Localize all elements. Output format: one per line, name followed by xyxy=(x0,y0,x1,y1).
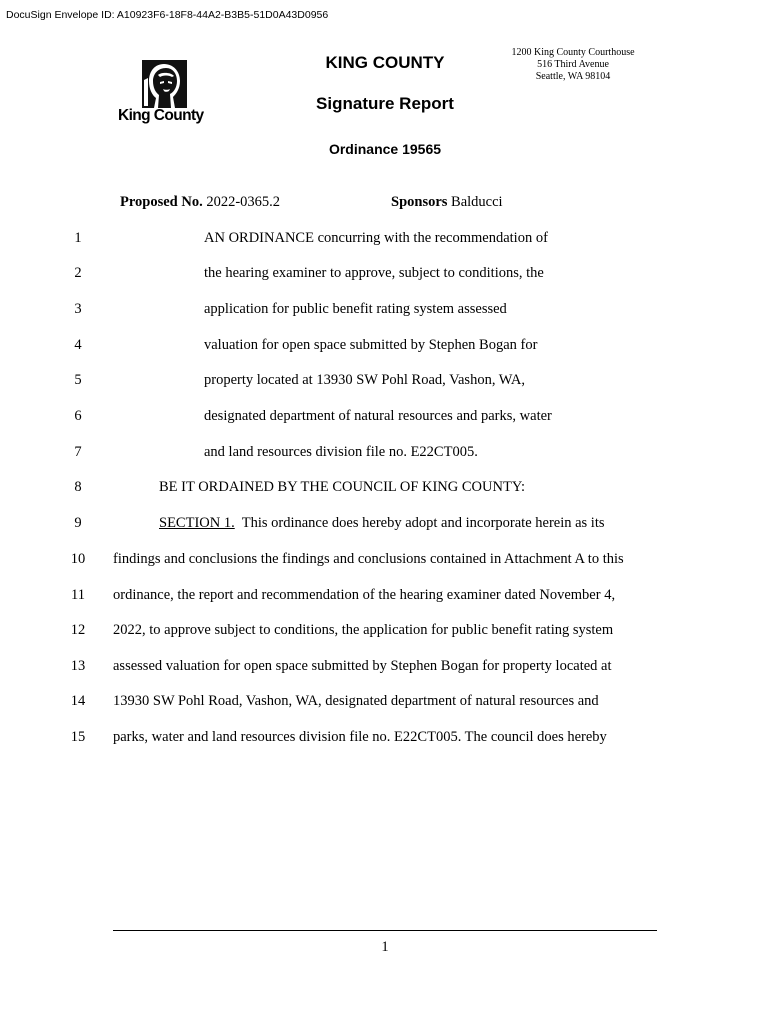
address-line-3: Seattle, WA 98104 xyxy=(535,71,611,82)
ordinance-line: assessed valuation for open space submitted by Stephen Bogan for property located at xyxy=(113,658,612,674)
ordinance-line: findings and conclusions the findings and conclusions contained in Attachment A to this xyxy=(113,551,624,567)
king-county-logo-text: King County xyxy=(118,107,204,124)
ordinance-line: property located at 13930 SW Pohl Road, Vashon, WA, xyxy=(204,372,525,388)
report-title: Signature Report xyxy=(316,94,454,113)
sponsors xyxy=(391,194,503,211)
section-text: This ordinance does hereby adopt and incorporate herein as its xyxy=(241,515,605,531)
line-number: 7 xyxy=(74,444,82,460)
proposed-number-label: Proposed No. xyxy=(120,194,203,210)
proposed-number-value: 2022-0365.2 xyxy=(206,194,281,210)
courthouse-address xyxy=(507,47,639,83)
ordinance-line: and land resources division file no. E22CT005. xyxy=(204,444,478,460)
ordinance-line: ordinance, the report and recommendation of the hearing examiner dated November 4, xyxy=(113,587,616,603)
line-number: 15 xyxy=(70,729,86,745)
ordinance-line: valuation for open space submitted by Stephen Bogan for xyxy=(204,337,538,353)
king-county-logo xyxy=(118,58,218,130)
line-number: 14 xyxy=(70,693,86,709)
line-number: 9 xyxy=(74,515,82,531)
address-line-1: 1200 King County Courthouse xyxy=(511,47,635,58)
line-number: 10 xyxy=(70,551,86,567)
sponsors-label: Sponsors xyxy=(391,194,448,210)
line-number: 6 xyxy=(74,408,82,424)
ordinance-line: parks, water and land resources division file no. E22CT005. The council does hereby xyxy=(113,729,607,745)
sponsors-value: Balducci xyxy=(451,194,503,210)
ordinance-number: Ordinance 19565 xyxy=(328,141,442,157)
enacting-clause: BE IT ORDAINED BY THE COUNCIL OF KING COUNTY: xyxy=(159,479,525,495)
king-county-logo-icon xyxy=(142,60,187,108)
section-1-line xyxy=(159,515,605,532)
proposed-number xyxy=(120,194,280,211)
line-number: 8 xyxy=(74,479,82,495)
docusign-envelope-id: DocuSign Envelope ID: A10923F6-18F8-44A2-B3B5-51D0A43D0956 xyxy=(6,9,329,21)
county-title: KING COUNTY xyxy=(325,53,445,72)
ordinance-line: 13930 SW Pohl Road, Vashon, WA, designated department of natural resources and xyxy=(113,693,599,709)
ordinance-line: AN ORDINANCE concurring with the recommendation of xyxy=(204,230,548,246)
line-number: 4 xyxy=(74,337,82,353)
ordinance-line: 2022, to approve subject to conditions, the application for public benefit rating system xyxy=(113,622,614,638)
ordinance-line: designated department of natural resources and parks, water xyxy=(204,408,552,424)
footer-divider xyxy=(113,930,657,931)
ordinance-line: the hearing examiner to approve, subject to conditions, the xyxy=(204,265,544,281)
line-number: 5 xyxy=(74,372,82,388)
address-line-2: 516 Third Avenue xyxy=(537,59,609,70)
line-number: 3 xyxy=(74,301,82,317)
line-number: 12 xyxy=(70,622,86,638)
section-label: SECTION 1. xyxy=(159,515,235,531)
line-number: 11 xyxy=(71,587,85,603)
page-number: 1 xyxy=(381,939,389,955)
line-number: 1 xyxy=(74,230,82,246)
line-number: 13 xyxy=(70,658,86,674)
line-number: 2 xyxy=(74,265,82,281)
ordinance-line: application for public benefit rating system assessed xyxy=(204,301,507,317)
